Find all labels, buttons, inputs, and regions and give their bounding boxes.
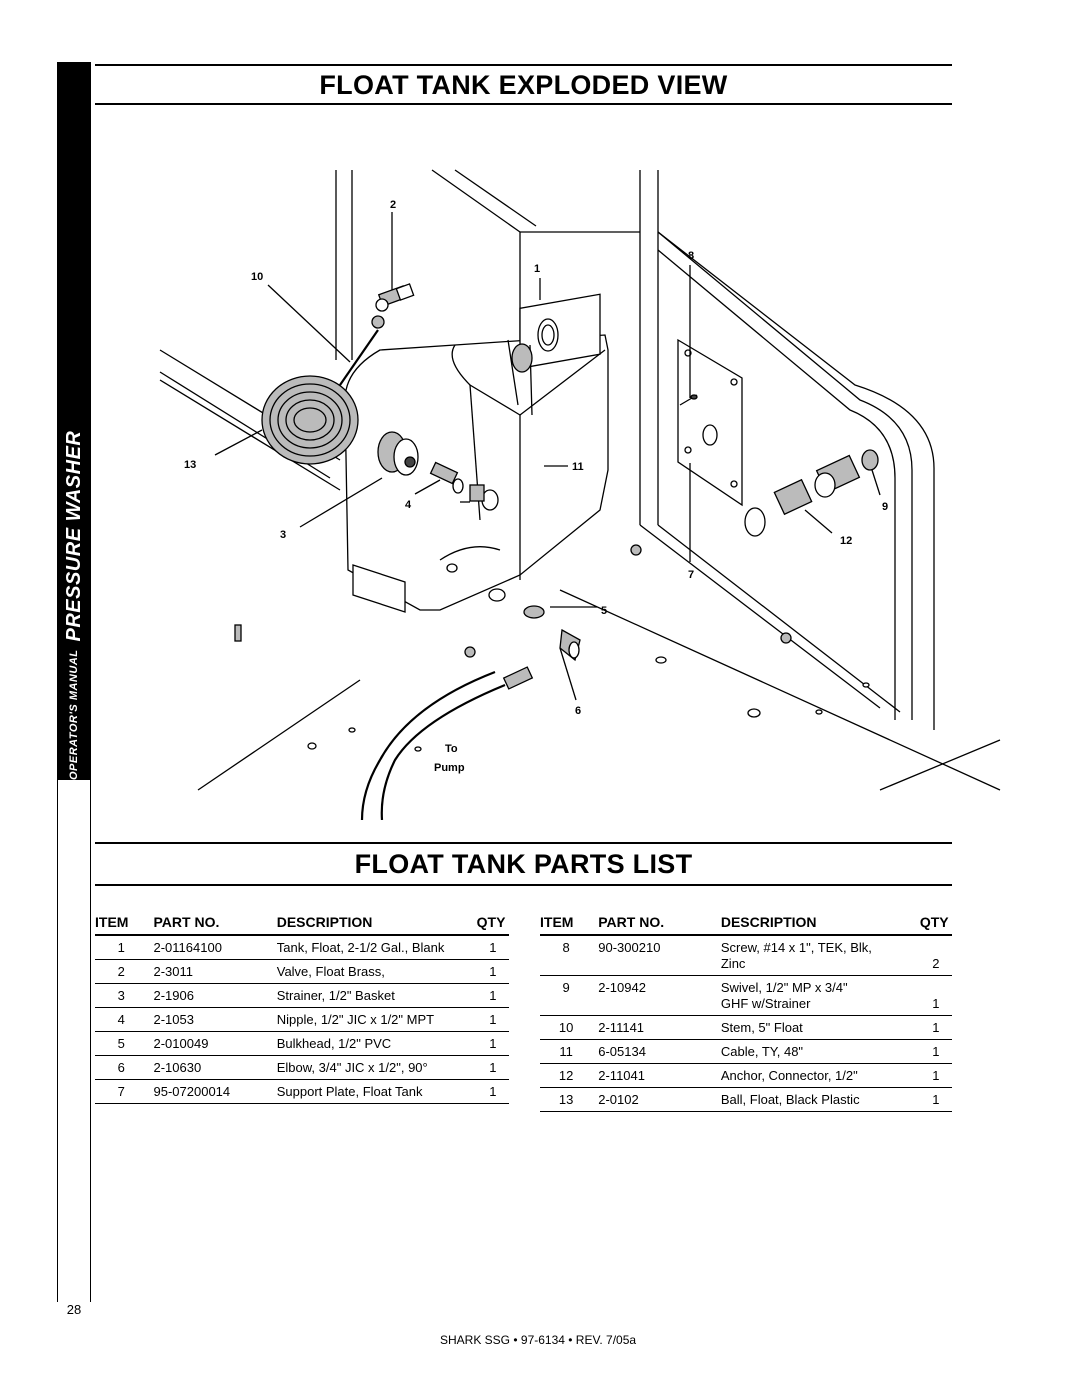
cell-item: 8 [540, 935, 592, 976]
cell-description: Bulkhead, 1/2" PVC [277, 1032, 477, 1056]
callout: 11 [572, 461, 584, 473]
floor-hardware [235, 545, 869, 751]
cell-item: 4 [95, 1008, 148, 1032]
cell-part-no: 2-11141 [592, 1016, 721, 1040]
callout: 3 [280, 529, 287, 541]
cell-item: 11 [540, 1040, 592, 1064]
cell-item: 3 [95, 984, 148, 1008]
cell-qty: 1 [920, 1064, 952, 1088]
cell-description [721, 935, 920, 976]
cell-item: 5 [95, 1032, 148, 1056]
cell-qty: 1 [920, 1016, 952, 1040]
table-row [540, 1040, 952, 1064]
footer-text: SHARK SSG • 97-6134 • REV. 7/05a [440, 1333, 637, 1347]
sidebar-rule [57, 780, 91, 1302]
parts-title-rule-top [95, 842, 952, 844]
header-description: DESCRIPTION [721, 913, 920, 935]
cell-item: 9 [540, 976, 592, 1016]
cell-qty: 1 [477, 1008, 509, 1032]
cell-part-no: 2-1053 [148, 1008, 277, 1032]
cell-item: 13 [540, 1088, 592, 1112]
cell-qty: 2 [920, 935, 952, 976]
callout: 7 [688, 569, 695, 581]
table-header-row [540, 913, 952, 935]
table-row [540, 1088, 952, 1112]
cell-description: Support Plate, Float Tank [277, 1080, 477, 1104]
callout: 10 [251, 271, 264, 283]
cell-description: Stem, 5" Float [721, 1016, 920, 1040]
cell-qty: 1 [477, 1080, 509, 1104]
description-line-2: GHF w/Strainer [720, 996, 811, 1011]
cell-description: Valve, Float Brass, [277, 960, 477, 984]
cell-item: 6 [95, 1056, 148, 1080]
pump-label: Pump [434, 762, 465, 774]
table-header-row [95, 913, 509, 935]
table-row [540, 976, 952, 1016]
table-row [95, 1056, 509, 1080]
cell-part-no: 90-300210 [592, 935, 721, 976]
cell-qty: 1 [920, 1088, 952, 1112]
callout: 5 [601, 605, 608, 617]
parts-table-left [95, 913, 509, 1104]
table-row [540, 1016, 952, 1040]
table-row [95, 1008, 509, 1032]
cell-part-no: 2-10630 [148, 1056, 277, 1080]
cell-part-no: 6-05134 [592, 1040, 721, 1064]
header-item: ITEM [540, 913, 592, 935]
description-line-2: Zinc [720, 956, 746, 971]
cell-item: 10 [540, 1016, 592, 1040]
cell-qty: 1 [920, 1040, 952, 1064]
to-label: To [445, 743, 458, 755]
cell-description: Ball, Float, Black Plastic [721, 1088, 920, 1112]
parts-title-rule-bottom [95, 884, 952, 886]
table-row [95, 984, 509, 1008]
cell-description: Cable, TY, 48" [721, 1040, 920, 1064]
swivel-fitting [745, 450, 878, 536]
float-valve [372, 284, 414, 328]
cell-part-no: 2-01164100 [148, 935, 277, 960]
table-row [95, 1032, 509, 1056]
description-line: Screw, #14 x 1", TEK, Blk, [720, 940, 872, 955]
cell-part-no: 95-07200014 [148, 1080, 277, 1104]
cell-part-no: 2-3011 [148, 960, 277, 984]
table-row [540, 1064, 952, 1088]
callout: 1 [534, 263, 541, 275]
cell-description: Strainer, 1/2" Basket [277, 984, 477, 1008]
cell-description: Elbow, 3/4" JIC x 1/2", 90° [277, 1056, 477, 1080]
callout: 2 [390, 199, 397, 211]
sidebar-product-label: PRESSURE WASHER [62, 430, 85, 642]
header-item: ITEM [95, 913, 148, 935]
exploded-view-title: FLOAT TANK EXPLODED VIEW [319, 70, 728, 100]
callout: 12 [840, 535, 853, 547]
float-tank [345, 294, 608, 612]
cell-item: 2 [95, 960, 148, 984]
header-qty: QTY [477, 913, 509, 935]
cell-item: 7 [95, 1080, 148, 1104]
table-row [95, 1080, 509, 1104]
callout: 6 [575, 705, 582, 717]
header-part-no: PART NO. [148, 913, 277, 935]
callout: 9 [882, 501, 889, 513]
cell-part-no: 2-010049 [148, 1032, 277, 1056]
callout: 4 [405, 499, 412, 511]
cell-description [721, 976, 920, 1016]
header-qty: QTY [920, 913, 952, 935]
table-row [95, 960, 509, 984]
callout: 8 [688, 250, 695, 262]
cell-qty: 1 [920, 976, 952, 1016]
cell-description: Nipple, 1/2" JIC x 1/2" MPT [277, 1008, 477, 1032]
sidebar-manual-label: OPERATOR'S MANUAL [68, 649, 80, 780]
cell-qty: 1 [477, 1032, 509, 1056]
cell-part-no: 2-11041 [592, 1064, 721, 1088]
page-number: 28 [66, 1302, 82, 1317]
cell-qty: 1 [477, 960, 509, 984]
bulkhead-elbow-hose [362, 606, 580, 820]
parts-list-title: FLOAT TANK PARTS LIST [354, 849, 693, 879]
cell-part-no: 2-0102 [592, 1088, 721, 1112]
cell-qty: 1 [477, 984, 509, 1008]
description-line: Swivel, 1/2" MP x 3/4" [720, 980, 848, 995]
cell-item: 12 [540, 1064, 592, 1088]
support-plate [678, 340, 742, 505]
cell-qty: 1 [477, 1056, 509, 1080]
table-row [540, 935, 952, 976]
callout: 13 [184, 459, 197, 471]
header-description: DESCRIPTION [277, 913, 477, 935]
header-part-no: PART NO. [592, 913, 721, 935]
cell-part-no: 2-1906 [148, 984, 277, 1008]
cell-qty: 1 [477, 935, 509, 960]
cell-part-no: 2-10942 [592, 976, 721, 1016]
table-row [95, 935, 509, 960]
cell-description: Anchor, Connector, 1/2" [721, 1064, 920, 1088]
cell-description: Tank, Float, 2-1/2 Gal., Blank [277, 935, 477, 960]
cell-item: 1 [95, 935, 148, 960]
parts-table-right [540, 913, 952, 1112]
